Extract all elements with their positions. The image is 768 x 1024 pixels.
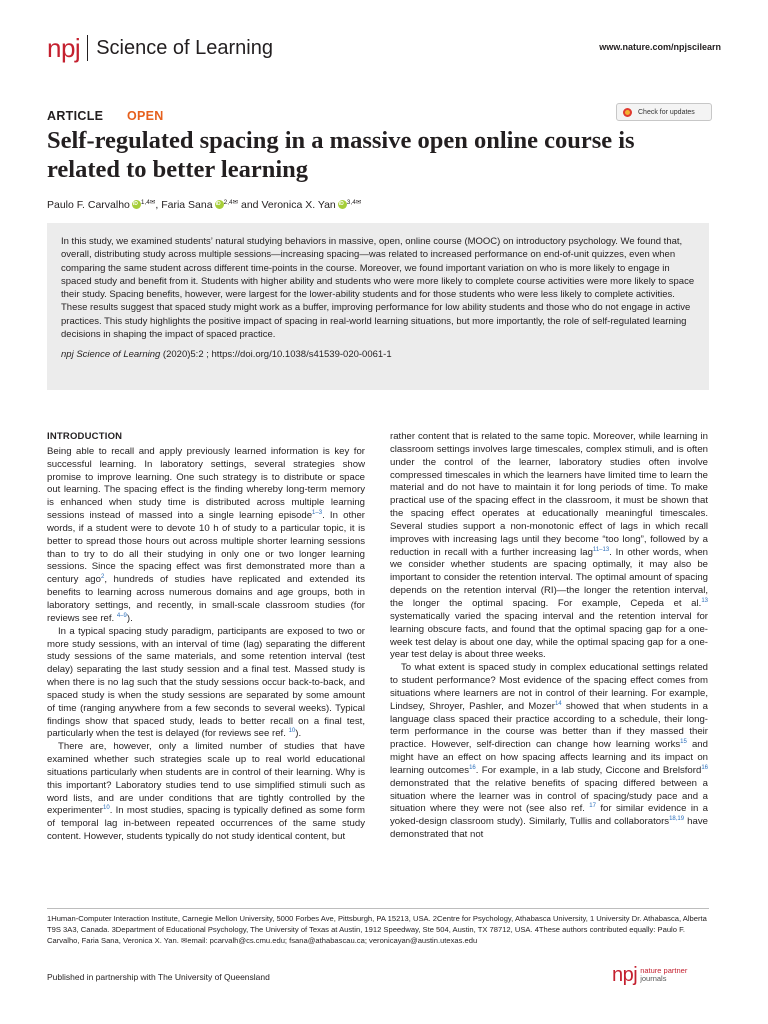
author-name[interactable]: Veronica X. Yan <box>261 199 336 211</box>
nature-partner-journals-logo[interactable] <box>612 964 687 986</box>
affiliations-footnote: 1Human-Computer Interaction Institute, Carnegie Mellon University, 5000 Forbes Ave, Pittsburgh, PA 15213, USA. 2Centre for Psychology, Athabasca University, 1 University Dr. Athabasca, Alberta T9S 3A3, Canada. 3Department of Educational Psychology, The University of Texas at Austin, 1912 Speedway, Ste 504, Austin, TX 78712, USA. 4These authors contributed equally: Paulo F. Carvalho, Faria Sana, Veronica X. Yan. ✉email: pcarvalh@cs.cmu.edu; fsana@athabascau.ca; veronicayan@austin.utexas.edu <box>47 914 707 945</box>
orcid-icon[interactable] <box>338 200 347 209</box>
crossmark-icon <box>623 108 632 117</box>
footer-partnership-text: Published in partnership with The University of Queensland <box>47 972 270 982</box>
page-header <box>47 34 721 62</box>
reference-link[interactable]: 10 <box>288 728 296 735</box>
reference-link[interactable]: 14 <box>554 700 562 707</box>
reference-link[interactable]: 18,19 <box>669 816 685 823</box>
body-paragraph: In a typical spacing study paradigm, participants are exposed to two or more study sessions, with an interval of time (lag) separating the different study sessions of the same materials, and some retention interval (test delay) separating the last study session and a final test. Massed study is when there is no lag such that the study sessions occur back-to-back, and spaced study is when the study sessions are separated by some amount of time (ranging anywhere from a few seconds to several weeks). Typical findings show that spaced study, leads to better recall on a final test, particularly when the test is delayed (for reviews see ref. $^{10}$). <box>47 625 365 740</box>
abstract-box <box>47 223 709 390</box>
citation-doi-link[interactable]: (2020)5:2 ; https://doi.org/10.1038/s41539-020-0061-1 <box>160 349 392 361</box>
article-title: Self-regulated spacing in a massive open online course is related to better learning <box>47 127 635 183</box>
reference-link[interactable]: 16 <box>469 764 476 771</box>
footer-logo-text <box>640 967 687 983</box>
author-separator: , <box>155 199 162 211</box>
body-column-left <box>47 431 365 844</box>
reference-link[interactable]: 10 <box>103 805 110 812</box>
author-name[interactable]: Faria Sana <box>161 199 213 211</box>
footer-logo-line2: journals <box>640 974 667 983</box>
author-list <box>47 196 361 212</box>
footnote-divider <box>47 908 709 909</box>
orcid-icon[interactable] <box>215 200 224 209</box>
citation-line <box>61 348 695 361</box>
reference-link[interactable]: 15 <box>680 739 687 746</box>
body-paragraph: To what extent is spaced study in complex educational settings related to student performance? Most evidence of the spacing effect comes from situations where learners are not in control of their learning. For example, Lindsey, Shroyer, Pashler, and Mozer$^{14}$ showed that when students in a language class spaced their practice according to a schedule, their long-term performance in the course was better than if they massed their practice. However, self-direction can change how learning works$^{15}$ and might have an effect on how spacing affects learning and its impact on learning outcomes$^{16}$. For example, in a lab study, Ciccone and Brelsford$^{16}$ demonstrated that the relative benefits of spacing differed between a situation where the learner was in control of spacing/study pace and a situation where they were not (see also ref. $^{17}$ for similar evidence in a yoked-design classroom study). Similarly, Tullis and collaborators$^{18,19}$ have demonstrated that not <box>390 662 708 841</box>
check-for-updates-button[interactable] <box>616 103 712 121</box>
author-affiliation: 2,4✉ <box>223 199 239 206</box>
author-affiliation: 3,4✉ <box>346 199 362 206</box>
author-separator: and <box>238 199 262 211</box>
author-affiliation: 1,4✉ <box>140 199 156 206</box>
reference-link[interactable]: 2 <box>100 574 105 581</box>
reference-link[interactable]: 17 <box>589 803 596 810</box>
reference-link[interactable]: 13 <box>701 597 708 604</box>
reference-link[interactable]: 1–3 <box>312 509 323 516</box>
body-paragraph: There are, however, only a limited number of studies that have examined whether such strategies scale up to real world educational situations particularly when students are in control of their learning. Why is this important? Laboratory studies tend to use simplified stimuli such as word lists, and are under conditions that are tightly controlled by the experimenter$^{10}$. In most studies, spacing is typically defined as some form of temporal lag in-between repeated occurrences of the same study content. However, students typically do not study identical content, but <box>47 741 365 843</box>
reference-link[interactable]: 4–9 <box>116 612 127 619</box>
reference-link[interactable]: 16 <box>701 764 708 771</box>
author-name[interactable]: Paulo F. Carvalho <box>47 199 130 211</box>
journal-url-link[interactable]: www.nature.com/npjscilearn <box>599 42 721 52</box>
open-access-label: OPEN <box>127 109 164 123</box>
body-column-right <box>390 431 708 842</box>
logo-divider <box>87 35 88 61</box>
journal-name: Science of Learning <box>96 37 273 59</box>
reference-link[interactable]: 11–13 <box>592 546 610 553</box>
section-heading-introduction: INTRODUCTION <box>47 431 123 442</box>
footer-npj-mark: npj <box>612 964 638 986</box>
footer-logo-line1: nature partner <box>640 966 688 975</box>
abstract-text: In this study, we examined students’ natural studying behaviors in massive, open, online course (MOOC) on introductory psychology. We found that, overall, distributing study across multiple sessions—increasing spacing—was related to increased performance on end-of-unit quizzes, even when comparing the same student across different time-points in the course. Moreover, we found important variation on who is more likely to engage in spaced study and benefit from it. Students with higher ability and students who were more likely to complete course activities were more likely to space their study. Spacing benefits, however, were largest for the lower-ability students and for those students who were less likely to complete activities. These results suggest that spaced study might work as a buffer, improving performance for low ability students and those who do not engage in active practices. This study highlights the positive impact of spacing in real-world learning situations, but more importantly, the role of self-regulated learning decisions in shaping the impact of spaced practice. <box>61 236 695 341</box>
journal-logo[interactable] <box>47 34 273 62</box>
orcid-icon[interactable] <box>132 200 141 209</box>
check-for-updates-label: Check for updates <box>638 108 695 116</box>
body-paragraph: Being able to recall and apply previously learned information is key for successful learning. In laboratory settings, several strategies show promise to improve learning. One such strategy is to distribute or space out learning. The spacing effect is the finding whereby long-term memory is enhanced when study time is distributed across multiple learning sessions instead of massed into a single learning episode$^{1-3}$. In other words, if a student were to devote 10 h of study to a particular topic, it is better to spread those hours out across multiple shorter learning sessions than to try to do all their studying in only one or two longer learning sessions. Since the spacing effect was first demonstrated more than a century ago$^2$, hundreds of studies have replicated and extended its benefits to learning across numerous domains and age groups, both in laboratory settings, and recently, in small-scale classroom studies (for reviews see ref. $^{4-9}$). <box>47 445 365 624</box>
body-paragraph: rather content that is related to the same topic. Moreover, while learning in classroom settings involves large timescales, complex stimuli, and is often under the control of the learner, laboratory studies often involve compressed timescales in which the learners have limited time to learn the material and do not have to maintain it for long periods of time. To make practical use of the spacing effect in the classroom, it must be shown that the spacing effect operates at educationally meaningful timescales. Several studies support a non-monotonic effect of lags in which recall improves with increasing lags until they become “too long”, followed by a reduction in recall with a further increasing lag$^{11-13}$. In other words, when we consider whether students are spacing optimally, it may also be important to consider the retention interval. The optimal amount of spacing depends on the retention interval (RI)—the longer the retention interval, the longer the optimal spacing. For example, Cepeda et al.$^{13}$ systematically varied the spacing interval and the retention interval for learning obscure facts, and found that the optimal spacing gap for a one-week test delay is about one day, while the optimal spacing gap for a one-year test delay is about three weeks. <box>390 431 708 661</box>
citation-journal: npj Science of Learning <box>61 349 161 361</box>
article-type-label: ARTICLE <box>47 109 104 123</box>
npj-logo-mark: npj <box>47 33 81 63</box>
